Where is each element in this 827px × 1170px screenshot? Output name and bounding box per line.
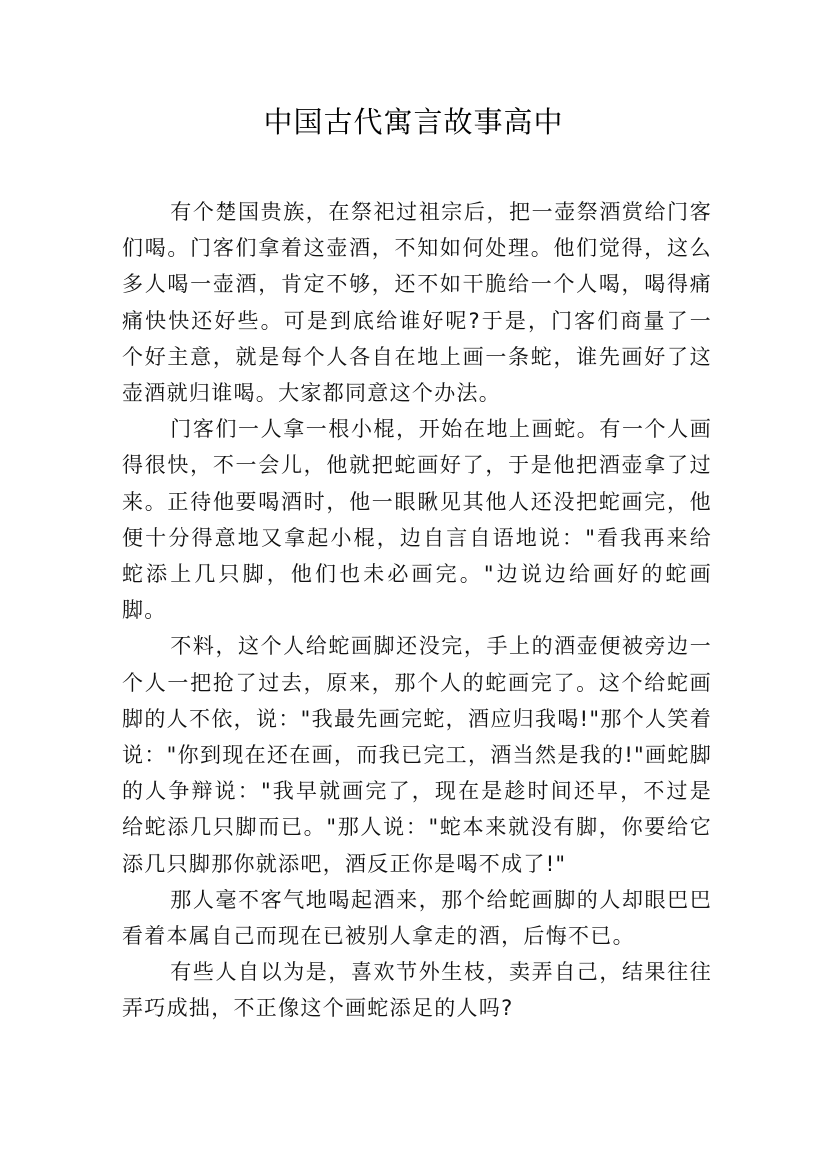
paragraph: 有个楚国贵族，在祭祀过祖宗后，把一壶祭酒赏给门客们喝。门客们拿着这壶酒，不知如何处理。他们觉得，这么多人喝一壶酒，肯定不够，还不如干脆给一个人喝，喝得痛痛快快还好些。可是到底给谁好呢?于是，门客们商量了一个好主意，就是每个人各自在地上画一条蛇，谁先画好了这壶酒就归谁喝。大家都同意这个办法。 (122, 200, 712, 406)
document-body (122, 194, 712, 1027)
document-title: 中国古代寓言故事高中 (263, 105, 564, 139)
paragraph: 有些人自以为是，喜欢节外生枝，卖弄自己，结果往往弄巧成拙，不正像这个画蛇添足的人吗? (122, 960, 712, 1021)
paragraph: 那人毫不客气地喝起酒来，那个给蛇画脚的人却眼巴巴看着本属自己而现在已被别人拿走的酒，后悔不已。 (122, 887, 712, 949)
paragraph: 不料，这个人给蛇画脚还没完，手上的酒壶便被旁边一个人一把抢了过去，原来，那个人的蛇画完了。这个给蛇画脚的人不依，说："我最先画完蛇，酒应归我喝!"那个人笑着说："你到现在还在画，而我已完工，酒当然是我的!"画蛇脚的人争辩说："我早就画完了，现在是趁时间还早，不过是给蛇添几只脚而已。"那人说："蛇本来就没有脚，你要给它添几只脚那你就添吧，酒反正你是喝不成了!" (122, 634, 712, 876)
paragraph: 门客们一人拿一根小棍，开始在地上画蛇。有一个人画得很快，不一会儿，他就把蛇画好了，于是他把酒壶拿了过来。正待他要喝酒时，他一眼瞅见其他人还没把蛇画完，他便十分得意地又拿起小棍，边自言自语地说："看我再来给蛇添上几只脚，他们也未必画完。"边说边给画好的蛇画脚。 (122, 417, 712, 623)
